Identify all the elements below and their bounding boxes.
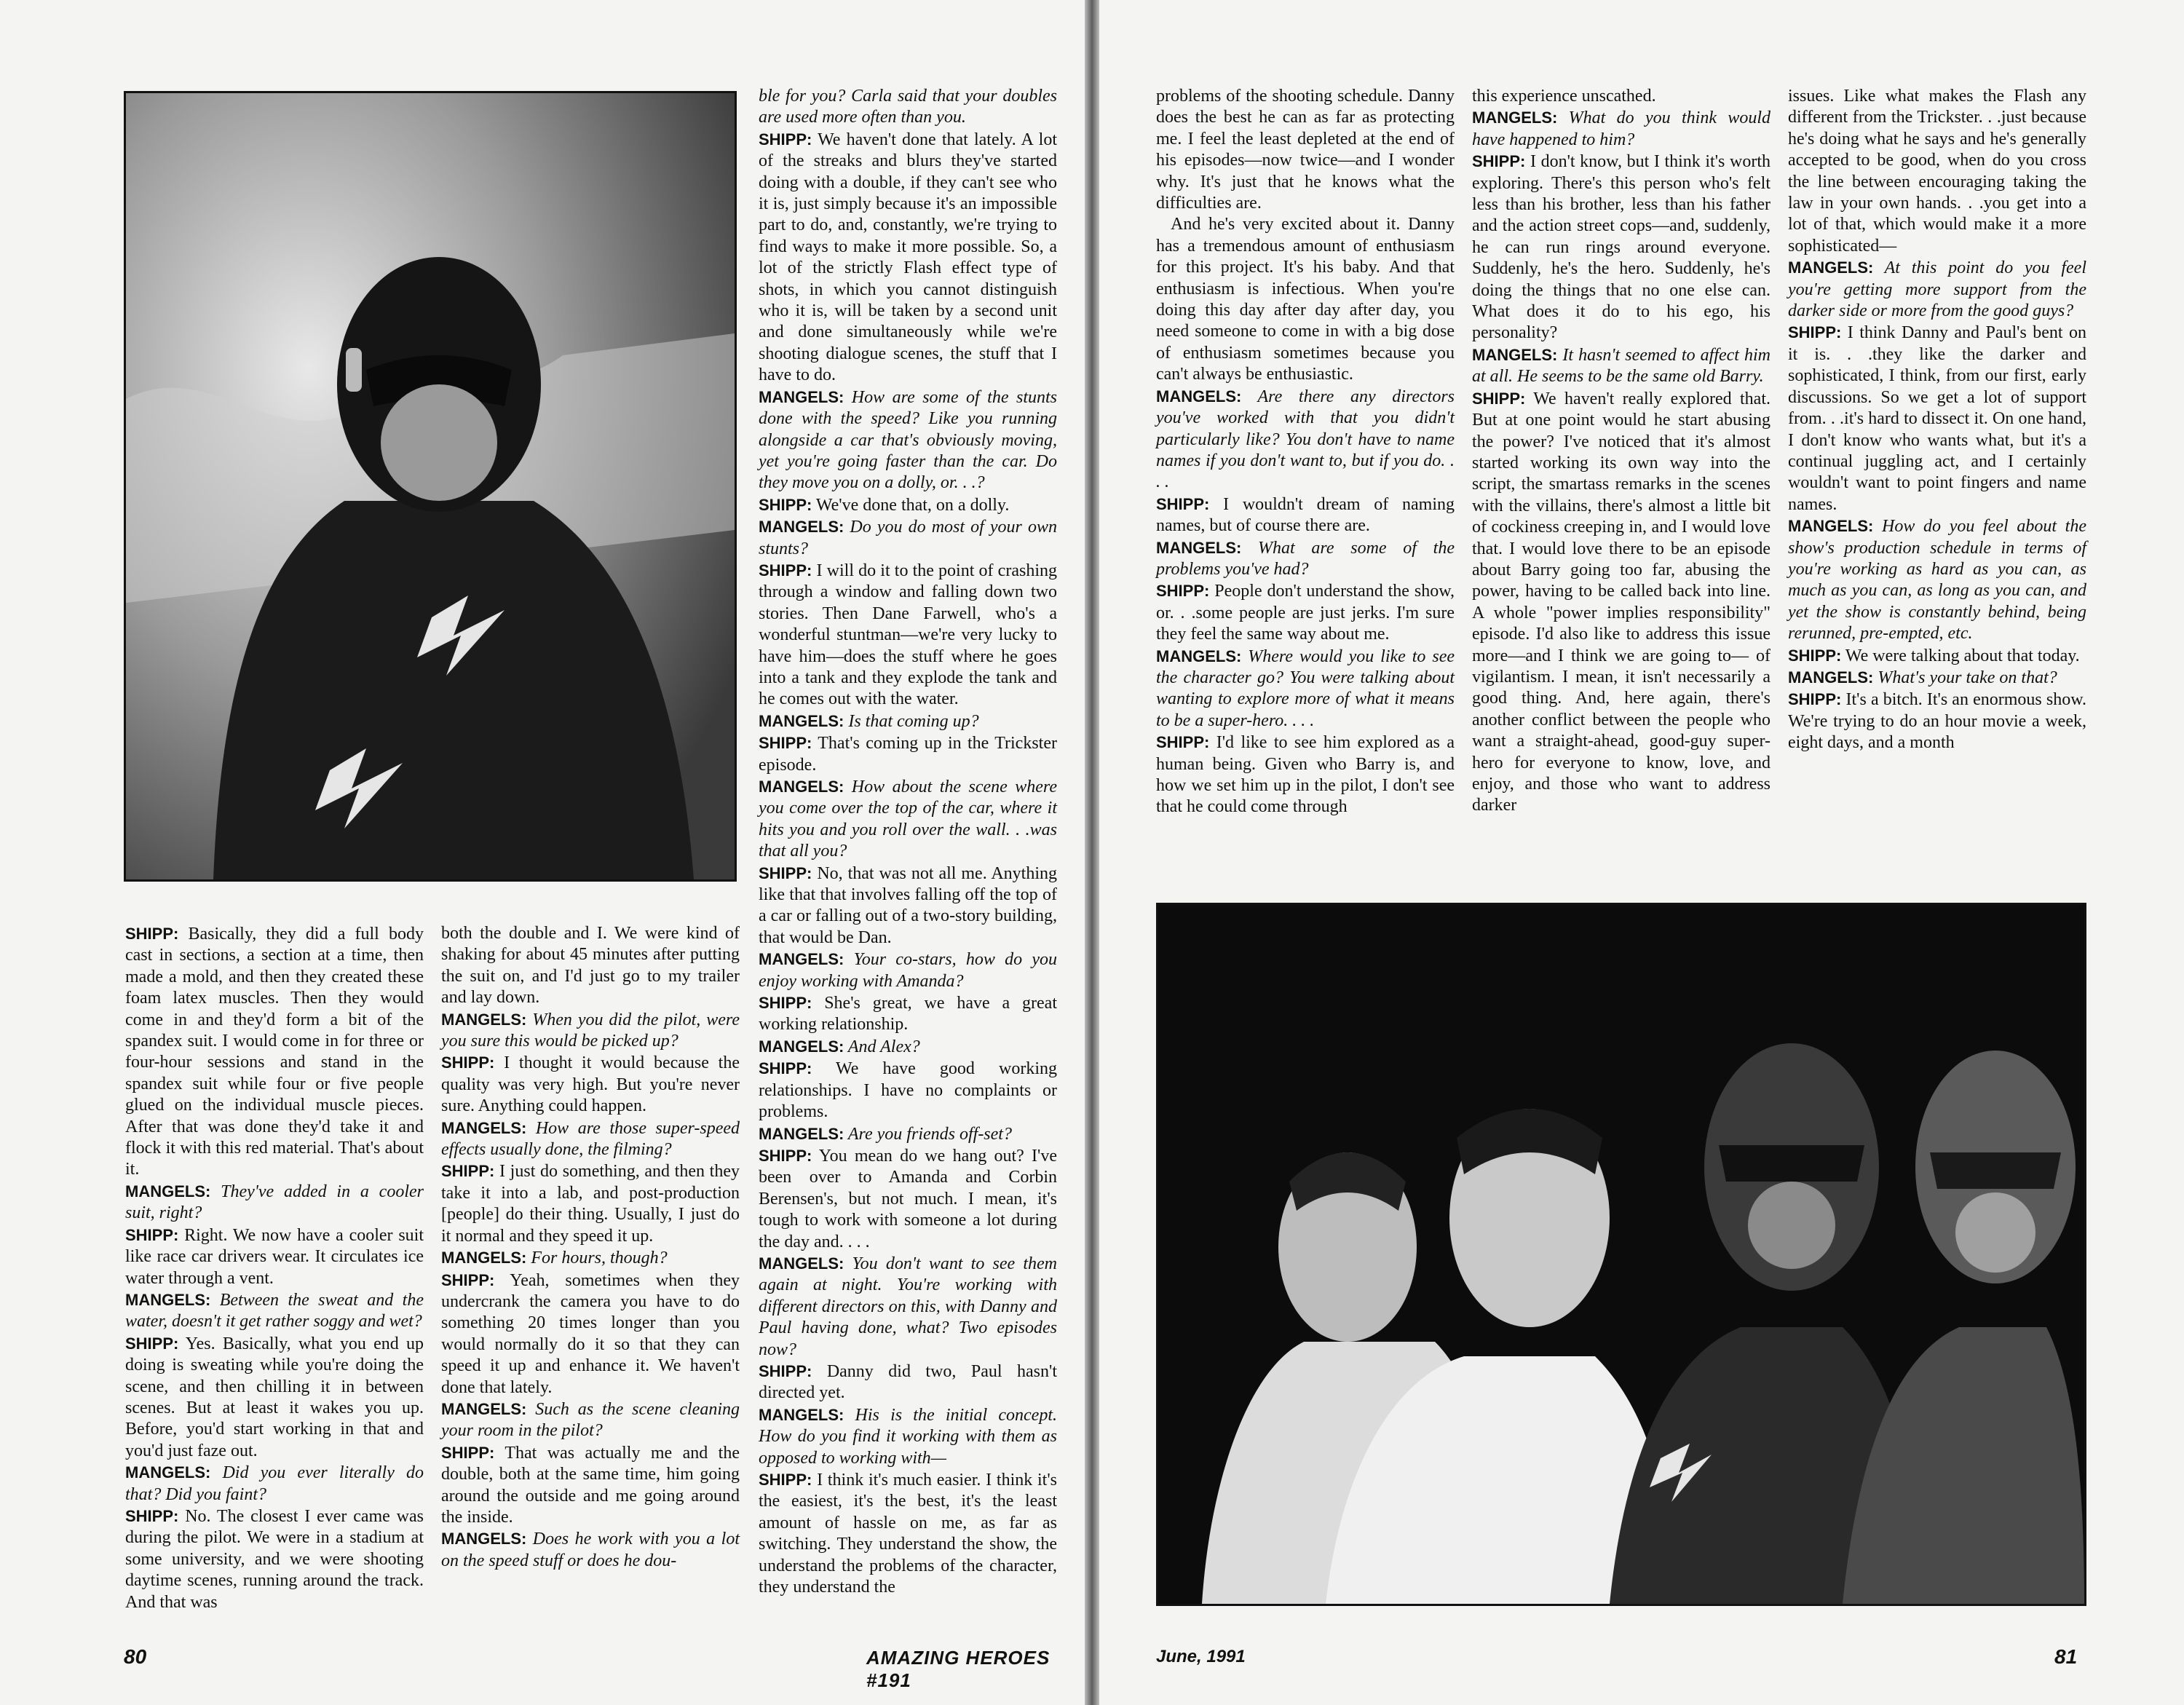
speaker-label: MANGELS: (125, 1290, 211, 1309)
interview-paragraph (1156, 646, 1455, 732)
interview-paragraph (759, 992, 1057, 1036)
interview-paragraph (1156, 86, 1455, 214)
interview-paragraph (759, 387, 1057, 494)
speaker-label: SHIPP: (1156, 494, 1210, 513)
interview-paragraph (125, 1333, 424, 1462)
paragraph-text: I wouldn't dream of naming names, but of course there are. (1156, 494, 1455, 536)
right-col-2 (1472, 86, 1770, 817)
left-col-2 (441, 923, 740, 1572)
paragraph-text: Are there any directors you've worked with that you didn't particularly like? You don't have to name names if you don't want to, but if you do. . . . (1156, 387, 1455, 492)
interview-paragraph (759, 863, 1057, 949)
speaker-label: SHIPP: (441, 1162, 495, 1181)
interview-paragraph (1788, 689, 2086, 753)
speaker-label: SHIPP: (441, 1270, 495, 1289)
paragraph-text: How do you feel about the show's production schedule in terms of you're working as hard as you can, as much as you can, as long as you can, and yet the show is constantly behind, being rerunned, pre-empted, etc. (1788, 517, 2086, 644)
paragraph-text: We were talking about that today. (1841, 646, 2080, 665)
paragraph-text: We haven't done that lately. A lot of the streaks and blurs they've started doing with a double, if they can't see who it is, just simply because it's an impossible part to do, and, constantly, we're trying to find ways to make it more possible. So, a lot of the strictly Flash effect type of shots, in which you cannot distinguish who it is, will be taken by a second unit and done simultaneously while we're shooting dialogue scenes, the stuff that I have to do. (759, 130, 1057, 385)
interview-paragraph (441, 923, 740, 1009)
speaker-label: MANGELS: (1156, 387, 1242, 406)
speaker-label: MANGELS: (759, 387, 844, 406)
interview-paragraph (1156, 580, 1455, 645)
speaker-label: SHIPP: (1156, 733, 1210, 752)
interview-paragraph (441, 1442, 740, 1529)
paragraph-text: How are those super-speed effects usually done, the filming? (441, 1118, 740, 1160)
paragraph-text: His is the initial concept. How do you find it working with them as opposed to working with— (759, 1405, 1057, 1468)
paragraph-text: Are you friends off-set? (844, 1124, 1012, 1144)
paragraph-text: I'd like to see him explored as a human being. Given who Barry is, and how we set him up in the pilot, I don't see that he could come through (1156, 733, 1455, 817)
speaker-label: MANGELS: (441, 1118, 527, 1137)
paragraph-text: I think it's much easier. I think it's the easiest, it's the best, it's the least amount of hassle on me, as far as switching. They understand the show, the understand the problems of the character, they understand the (759, 1471, 1057, 1597)
paragraph-text: That's coming up in the Trickster episode. (759, 734, 1057, 775)
interview-paragraph (759, 1253, 1057, 1361)
page-number: 81 (2054, 1645, 2078, 1668)
speaker-label: SHIPP: (759, 495, 812, 514)
right-col-1 (1156, 86, 1455, 818)
paragraph-text: That was actually me and the double, both at the same time, him going around the outside and me going around the inside. (441, 1443, 740, 1527)
interview-paragraph (759, 86, 1057, 129)
interview-paragraph (759, 494, 1057, 516)
paragraph-text: You mean do we hang out? I've been over to Amanda and Corbin Berensen's, but not much. I mean, it's tough to work with someone a lot during the day and. . . . (759, 1146, 1057, 1251)
speaker-label: SHIPP: (125, 925, 179, 943)
interview-paragraph (441, 1052, 740, 1117)
speaker-label: MANGELS: (759, 950, 844, 969)
interview-paragraph (125, 1506, 424, 1613)
paragraph-text: It hasn't seemed to affect him at all. He seems to be the same old Barry. (1472, 345, 1770, 387)
speaker-label: MANGELS: (759, 1254, 844, 1273)
interview-paragraph (759, 1145, 1057, 1253)
speaker-label: SHIPP: (759, 130, 812, 149)
interview-paragraph (759, 1404, 1057, 1469)
interview-paragraph (1472, 151, 1770, 344)
paragraph-text: issues. Like what makes the Flash any different from the Trickster. . .just because he's doing what he says and he's generally accepted to be good, when do you cross the line between encouraging taking the law in your own hands. . .you get into a lot of that, which would make it a more sophisticated— (1788, 87, 2086, 256)
paragraph-text: At this point do you feel you're getting more support from the darker side or more from the good guys? (1788, 258, 2086, 321)
interview-paragraph (1472, 86, 1770, 107)
paragraph-text: Your co-stars, how do you enjoy working with Amanda? (759, 950, 1057, 991)
speaker-label: MANGELS: (759, 1405, 844, 1424)
interview-paragraph (759, 1036, 1057, 1058)
speaker-label: MANGELS: (441, 1399, 527, 1418)
paragraph-text: Between the sweat and the water, doesn't it get rather soggy and wet? (125, 1290, 424, 1332)
cast-group-photo (1156, 903, 2086, 1606)
paragraph-text: And he's very excited about it. Danny has a tremendous amount of enthusiasm for this project. It's his baby. And that enthusiasm is infectious. When you're doing this day after day after day, you need someone to come in with a big dose of enthusiasm sometimes because you can't always be enthusiastic. (1156, 215, 1455, 384)
interview-paragraph (1472, 107, 1770, 151)
interview-paragraph (441, 1160, 740, 1247)
interview-paragraph (441, 1270, 740, 1399)
speaker-label: MANGELS: (1788, 668, 1874, 687)
speaker-label: SHIPP: (759, 561, 812, 579)
paragraph-text: Does he work with you a lot on the speed stuff or does he dou- (441, 1530, 740, 1570)
interview-paragraph (441, 1117, 740, 1161)
speaker-label: SHIPP: (125, 1334, 179, 1353)
paragraph-text: No. The closest I ever came was during the pilot. We were in a stadium at some university, and we were shooting daytime scenes, running around the track. And that was (125, 1506, 424, 1612)
left-page (0, 0, 1085, 1705)
interview-paragraph (1788, 257, 2086, 322)
paragraph-text: No, that was not all me. Anything like that that involves falling off the top of a car or falling out of a two-story building, that would be Dan. (759, 863, 1057, 947)
paragraph-text: They've added in a cooler suit, right? (125, 1182, 424, 1223)
paragraph-text: What are some of the problems you've had? (1156, 538, 1455, 579)
paragraph-text: We haven't really explored that. But at one point would he start abusing the power? I've noticed that it's almost started working its own way into the script, the smartass remarks in the scenes with the villains, there's almost a little bit of cockiness creeping in, and I would love that. I would love there to be an episode about Barry going too far, abusing the power, having to be called back into line. A whole "power implies responsibility" episode. I'd also like to address this issue more—and I think we are going to— of vigilantism. I mean, it isn't necessarily a good thing. And, here again, there's another conflict between the people who want a straight-ahead, good-guy super-hero for everyone to know, love, and enjoy, and those who want to address darker (1472, 389, 1770, 815)
speaker-label: MANGELS: (441, 1010, 527, 1029)
interview-paragraph (759, 560, 1057, 711)
interview-paragraph (759, 129, 1057, 387)
speaker-label: MANGELS: (1788, 517, 1874, 536)
paragraph-text: problems of the shooting schedule. Danny does the best he can as far as protecting me. I feel the least depleted at the end of his episodes—now twice—and I wonder why. It's just that he knows what the difficulties are. (1156, 87, 1455, 213)
interview-paragraph (1472, 388, 1770, 817)
paragraph-text: Where would you like to see the character go? You were talking about wanting to explore more of what it means to be a super-hero. . . . (1156, 646, 1455, 730)
speaker-label: MANGELS: (1156, 646, 1242, 665)
speaker-label: MANGELS: (1788, 258, 1874, 277)
paragraph-text: Such as the scene cleaning your room in the pilot? (441, 1399, 740, 1441)
paragraph-text: You don't want to see them again at night. You're working with different directors on this, with Danny and Paul having done, what? Two episodes now? (759, 1254, 1057, 1359)
speaker-label: SHIPP: (441, 1053, 495, 1072)
flash-portrait-photo (124, 91, 737, 882)
interview-paragraph (759, 1123, 1057, 1145)
paragraph-text: Yeah, sometimes when they undercrank the camera you have to do something 20 times longer than you would normally do it so that they can speed it up and enhance it. We haven't done that lately. (441, 1270, 740, 1397)
paragraph-text: It's a bitch. It's an enormous show. We're trying to do an hour movie a week, eight days, and a month (1788, 690, 2086, 753)
interview-paragraph (441, 1528, 740, 1572)
paragraph-text: Basically, they did a full body cast in sections, a section at a time, then made a mold, and then they created these foam latex muscles. Then they would come in and they'd form a bit of the spandex suit. I would come in for three or four-hour sessions and stand in the spandex suit while four or five people glued on the individual muscle pieces. After that was done they'd take it and flock it with this red material. That's about it. (125, 925, 424, 1179)
binding-gutter (1085, 0, 1099, 1705)
interview-paragraph (1156, 732, 1455, 818)
page-number: 80 (124, 1645, 147, 1668)
right-col-3 (1788, 86, 2086, 754)
paragraph-text: Right. We now have a cooler suit like race car drivers wear. It circulates ice water through a vent. (125, 1225, 424, 1288)
paragraph-text: I just do something, and then they take it into a lab, and post-production [people] do their thing. Usually, I just do it normal and they speed it up. (441, 1162, 740, 1246)
interview-paragraph (1156, 494, 1455, 537)
date-line: June, 1991 (1156, 1647, 1246, 1666)
speaker-label: SHIPP: (759, 1146, 812, 1165)
interview-paragraph (1788, 86, 2086, 257)
left-col-3 (759, 86, 1057, 1598)
interview-paragraph (1788, 322, 2086, 515)
left-col-1 (125, 923, 424, 1613)
speaker-label: SHIPP: (1472, 389, 1526, 408)
paragraph-text: How are some of the stunts done with the speed? Like you running alongside a car that's obviously moving, yet you're going faster than the car. Do they move you on a dolly, or. . .? (759, 387, 1057, 493)
speaker-label: MANGELS: (441, 1249, 527, 1267)
speaker-label: MANGELS: (1472, 108, 1558, 127)
paragraph-text: Did you ever literally do that? Did you faint? (125, 1463, 424, 1504)
speaker-label: SHIPP: (1788, 323, 1842, 342)
interview-paragraph (759, 732, 1057, 776)
interview-paragraph (125, 1181, 424, 1225)
paragraph-text: Yes. Basically, what you end up doing is sweating while you're doing the scene, and then chilling it in between scenes. But at least it wakes you up. Before, you'd start working in that and you'd just faze out. (125, 1334, 424, 1460)
speaker-label: MANGELS: (125, 1463, 211, 1482)
paragraph-text: Danny did two, Paul hasn't directed yet. (759, 1361, 1057, 1403)
interview-paragraph (759, 1469, 1057, 1598)
interview-paragraph (1788, 515, 2086, 644)
paragraph-text: ble for you? Carla said that your doubles are used more often than you. (759, 87, 1057, 127)
paragraph-text: We have good working relationships. I have no complaints or problems. (759, 1059, 1057, 1122)
interview-paragraph (125, 923, 424, 1181)
paragraph-text: I will do it to the point of crashing through a window and falling down two stories. Then Dane Farwell, who's a wonderful stuntman—we're very lucky to have him—does the stuff where he goes into a tank and they explode the tank and he comes out with the water. (759, 561, 1057, 709)
interview-paragraph (759, 516, 1057, 560)
speaker-label: SHIPP: (1788, 646, 1842, 665)
interview-paragraph (759, 1058, 1057, 1123)
interview-paragraph (125, 1289, 424, 1333)
speaker-label: MANGELS: (759, 518, 844, 537)
paragraph-text: She's great, we have a great working relationship. (759, 994, 1057, 1035)
paragraph-text: this experience unscathed. (1472, 87, 1656, 106)
interview-paragraph (759, 776, 1057, 863)
speaker-label: SHIPP: (759, 1361, 812, 1380)
speaker-label: SHIPP: (759, 863, 812, 882)
paragraph-text: People don't understand the show, or. . .some people are just jerks. I'm sure they feel the same way about me. (1156, 582, 1455, 644)
paragraph-text: Is that coming up? (844, 711, 979, 731)
interview-paragraph (1156, 537, 1455, 581)
paragraph-text: I thought it would because the quality was very high. But you're never sure. Anything could happen. (441, 1053, 740, 1116)
paragraph-text: Do you do most of your own stunts? (759, 518, 1057, 558)
interview-paragraph (441, 1247, 740, 1269)
interview-paragraph (759, 711, 1057, 732)
interview-paragraph (759, 949, 1057, 992)
speaker-label: SHIPP: (759, 1059, 812, 1078)
paragraph-text: We've done that, on a dolly. (812, 495, 1010, 515)
paragraph-text: For hours, though? (526, 1249, 668, 1268)
interview-paragraph (1788, 667, 2086, 689)
speaker-label: MANGELS: (1156, 538, 1242, 557)
interview-paragraph (1156, 214, 1455, 385)
interview-paragraph (441, 1009, 740, 1053)
speaker-label: SHIPP: (125, 1225, 179, 1244)
magazine-title: AMAZING HEROES #191 (866, 1647, 1051, 1691)
interview-paragraph (1156, 386, 1455, 494)
speaker-label: SHIPP: (1788, 690, 1842, 709)
speaker-label: MANGELS: (1472, 345, 1558, 364)
speaker-label: SHIPP: (125, 1506, 179, 1525)
speaker-label: SHIPP: (1156, 582, 1210, 601)
speaker-label: SHIPP: (759, 734, 812, 753)
paragraph-text: When you did the pilot, were you sure this would be picked up? (441, 1010, 740, 1051)
interview-paragraph (125, 1225, 424, 1289)
interview-paragraph (1472, 344, 1770, 388)
interview-paragraph (759, 1361, 1057, 1404)
speaker-label: SHIPP: (441, 1443, 495, 1462)
speaker-label: SHIPP: (759, 1471, 812, 1489)
speaker-label: MANGELS: (759, 1037, 844, 1056)
speaker-label: SHIPP: (1472, 152, 1526, 171)
interview-paragraph (441, 1399, 740, 1442)
speaker-label: MANGELS: (759, 778, 844, 796)
paragraph-text: I think Danny and Paul's bent on it is. . .they like the darker and sophisticated, I think, from our first, early discussions. So we get a lot of support from. . .it's hard to dissect it. On one hand, I don't know who wants what, but it's a continual juggling act, and I certainly wouldn't want to point fingers and name names. (1788, 323, 2086, 514)
speaker-label: SHIPP: (759, 994, 812, 1013)
paragraph-text: And Alex? (844, 1037, 920, 1056)
speaker-label: MANGELS: (759, 1124, 844, 1143)
paragraph-text: I don't know, but I think it's worth exploring. There's this person who's felt less than his brother, less than his father and the action street cops—and, suddenly, he can run rings around everyone. Suddenly, he's the hero. Suddenly, he's doing the things that no one else can. What does it do to his ego, his personality? (1472, 152, 1770, 343)
paragraph-text: How about the scene where you come over the top of the car, where it hits you and you roll over the wall. . .was that all you? (759, 778, 1057, 861)
speaker-label: MANGELS: (441, 1530, 527, 1548)
interview-paragraph (125, 1462, 424, 1506)
right-page (1099, 0, 2184, 1705)
paragraph-text: What's your take on that? (1873, 668, 2057, 687)
paragraph-text: both the double and I. We were kind of shaking for about 45 minutes after putting the suit on, and I'd just go to my trailer and lay down. (441, 924, 740, 1008)
speaker-label: MANGELS: (125, 1182, 211, 1200)
speaker-label: MANGELS: (759, 711, 844, 730)
interview-paragraph (1788, 645, 2086, 667)
paragraph-text: What do you think would have happened to him? (1472, 108, 1770, 149)
